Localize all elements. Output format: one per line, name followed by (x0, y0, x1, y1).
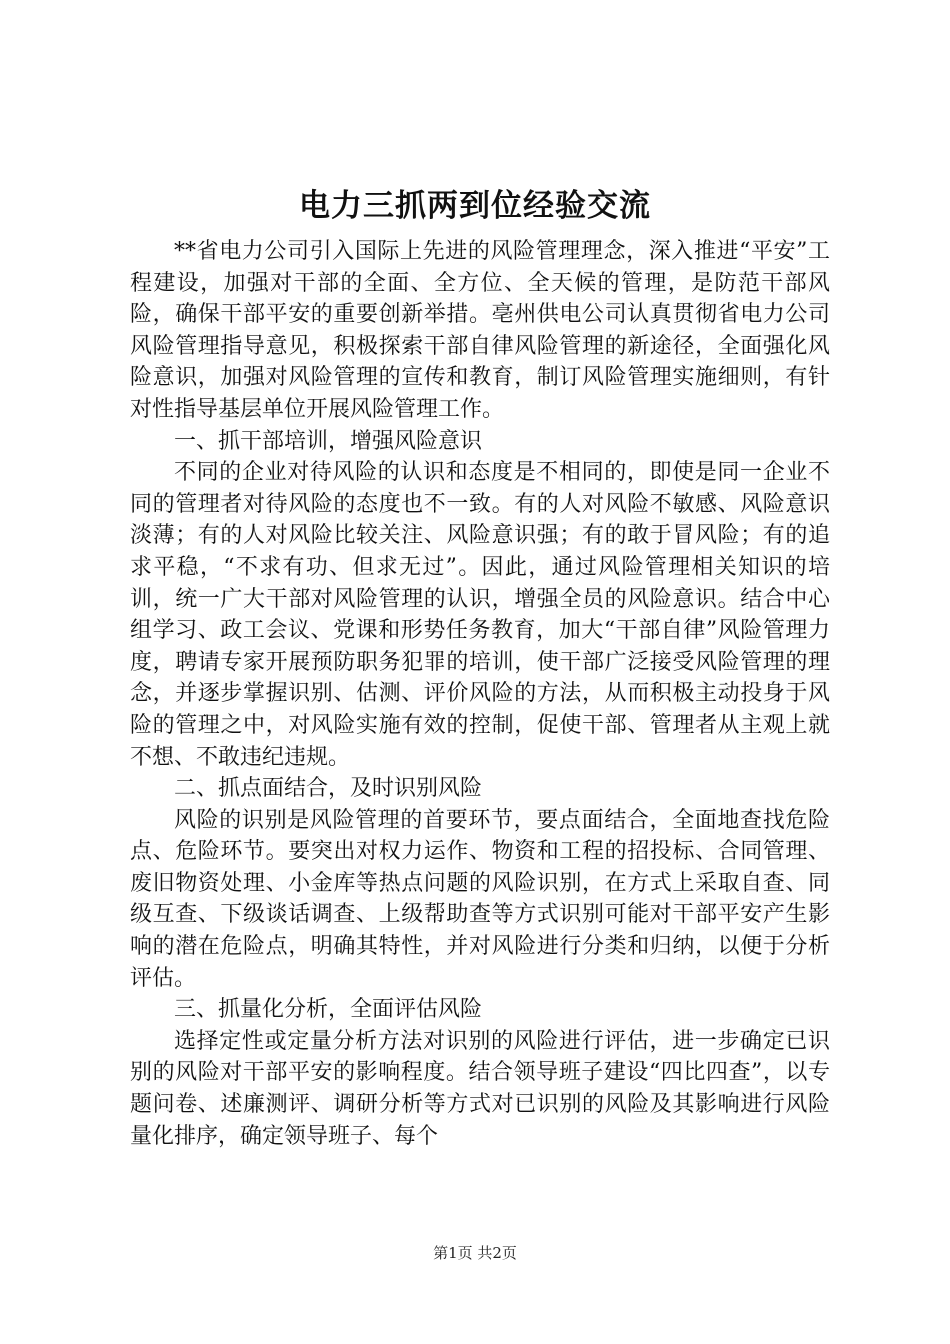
page-footer: 第1页 共2页 (433, 1244, 517, 1262)
section-heading-2: 二、抓点面结合，及时识别风险 (174, 776, 483, 802)
paragraph-section-1: 不同的企业对待风险的认识和态度是不相同的，即使是同一企业不同的管理者对待风险的态度也不一致。有的人对风险不敏感、风险意识淡薄；有的人对风险比较关注、风险意识强；有的敢于冒风险；有的追求平稳，“不求有功、但求无过”。因此，通过风险管理相关知识的培训，统一广大干部对风险管理的认识，增强全员的风险意识。结合中心组学习、政工会议、党课和形势任务教育，加大“干部自律”风险管理力度，聘请专家开展预防职务犯罪的培训，使干部广泛接受风险管理的理念，并逐步掌握识别、估测、评价风险的方法，从而积极主动投身于风险的管理之中，对风险实施有效的控制，促使干部、管理者从主观上就不想、不敢违纪违规。 (130, 460, 830, 770)
section-heading-1: 一、抓干部培训，增强风险意识 (174, 428, 483, 454)
section-heading-3: 三、抓量化分析，全面评估风险 (174, 997, 483, 1023)
paragraph-section-3: 选择定性或定量分析方法对识别的风险进行评估，进一步确定已识别的风险对干部平安的影响程度。结合领导班子建设“四比四查”，以专题问卷、述廉测评、调研分析等方式对已识别的风险及其影响进行风险量化排序，确定领导班子、每个 (130, 1028, 830, 1149)
page-title: 电力三抓两到位经验交流 (299, 188, 651, 224)
paragraph-intro: **省电力公司引入国际上先进的风险管理理念，深入推进“平安”工程建设，加强对干部的全面、全方位、全天候的管理，是防范干部风险，确保干部平安的重要创新举措。亳州供电公司认真贯彻省电力公司风险管理指导意见，积极探索干部自律风险管理的新途径，全面强化风险意识，加强对风险管理的宣传和教育，制订风险管理实施细则，有针对性指导基层单位开展风险管理工作。 (130, 239, 830, 422)
document-body (130, 236, 830, 1152)
paragraph-section-2: 风险的识别是风险管理的首要环节，要点面结合，全面地查找危险点、危险环节。要突出对权力运作、物资和工程的招投标、合同管理、废旧物资处理、小金库等热点问题的风险识别，在方式上采取自查、同级互查、下级谈话调查、上级帮助查等方式识别可能对干部平安产生影响的潜在危险点，明确其特性，并对风险进行分类和归纳，以便于分析评估。 (130, 807, 830, 991)
